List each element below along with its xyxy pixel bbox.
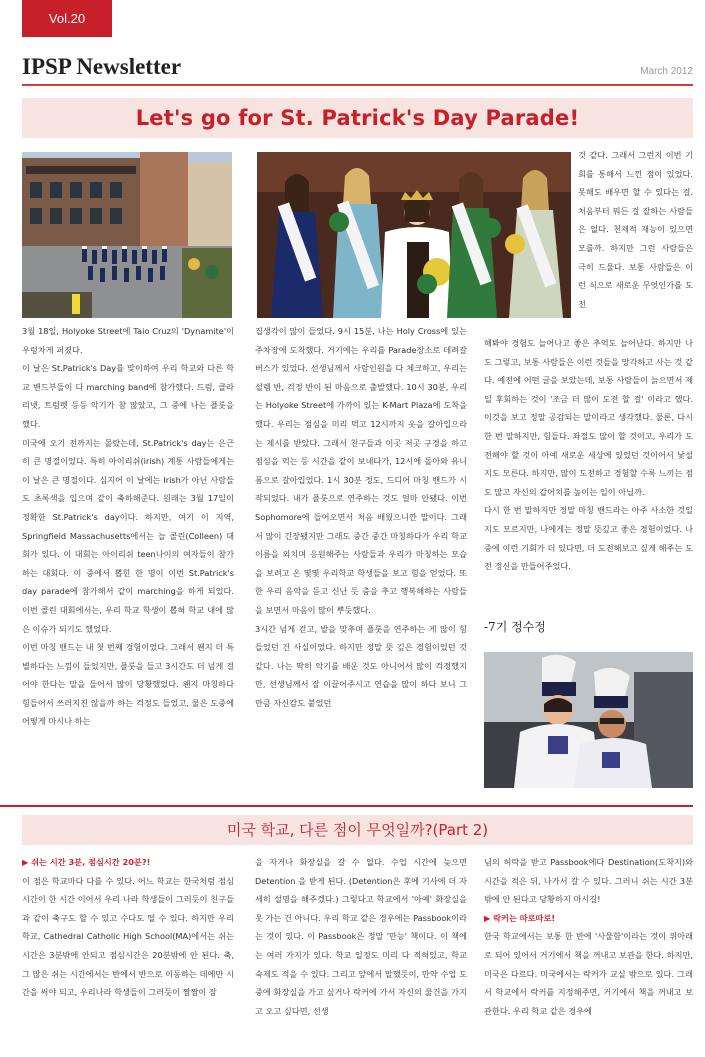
article2-column-1 — [22, 853, 234, 1057]
article2-paragraph: 님의 허락을 받고 Passbook에다 Destination(도착지)와 시간을 적은 뒤, 나가서 갈 수 있다. 그러니 쉬는 시간 3분밖에 안 된다고 당황하지 마시길! — [484, 857, 693, 905]
article1-paragraph: 해봐야 경험도 늘어나고 좋은 추억도 늘어난다. 하지만 나도 그렇고, 보통 사람들은 이런 것들을 망각하고 사는 것 같다. 예전에 어떤 글을 보았는데, 보통 사람들이 늙으면서 제일 후회하는 것이 '조금 더 많이 도전 할 걸' 이라고 했다. 이것을 보고 정말 공감되는 말이라고 생각했다. 물론, 다시 한 번 말하지만, 힘들다. 좌절도 많이 할 것이고, 우리가 도전해야 할 것이 아예 새로운 세상에 있었던 것이어서 낯설지도 모른다. 하지만, 많이 도전하고 경험할 수록 느끼는 점도 많고 자신의 갑어치를 높이는 일이 아닐까. — [484, 338, 693, 497]
article1-paragraph: 집생각이 많이 들었다. 9시 15분, 나는 Holy Cross에 있는 주차장에 도착했다. 거기에는 우리를 Parade장소로 데려갈 버스가 있었다. 선생님께서 사람인원을 다 체크하고, 우리는 설렘 반, 걱정 반이 된 마음으로 출발했다. 10시 30분, 우리는 Holyoke Street에 가까이 있는 K-Mart Plaza에 도착을 했다. 우리는 점심을 미리 먹고 12시까지 옷을 갈아입으라는 제시를 받았다. 그래서 친구들과 이곳 저곳 구경을 하고 점심을 먹는 등 시간을 같이 보내다가, 12시에 돌아와 유니폼으로 갈아입었다. 1시 30분 정도, 드디어 마칭 밴드가 시작되었다. 내가 플룻으로 연주하는 것도 얼마 안됐다. 이번 Sophomore에 들어오면서 처음 배웠으니깐 말이다. 그래서 많이 긴장됐지만 그래도 중간 중간 마칭하다가 우리 학교 이름을 외치며 응원해주는 사람들과 우리가 마칭하는 모습을 보려고 온 몇몇 우리학교 학생들을 보고 힘을 얻었다. 또한 우리 음악을 듣고 신난 듯 춤을 추고 행복해하는 사람들을 보면서 마음이 많이 뿌듯했다. — [255, 326, 467, 615]
issue-date: March 2012 — [640, 66, 693, 77]
band-members-image — [484, 652, 693, 788]
colleen-court-photo — [257, 152, 571, 318]
article1-paragraph: 미국에 오기 전까지는 몰랐는데, St.Patrick's day는 은근히 큰 명절이었다. 특히 아이리쉬(irish) 계통 사람들에게는 이 날은 큰 명절이다. 심지어 이 날에는 Irish가 아닌 사람들도 초록색을 입으며 같이 축하해준다. 원래는 3월 17일이 정확한 St.Patrick's day이다. 하지만, 여기 이 지역, Springfield Massachusetts에서는 늘 콜린(Colleen) 대회가 있다. 이 대회는 아이리쉬 teen나이의 여자들이 참가하는 대회다. 이 중에서 뽑힌 한 명이 이번 St.Patrick's day parade에 참가해서 같이 marching을 하게 되었다. 이번 콜린 대회에서는, 우리 학교 학생이 뽑혀 학교 내에 많은 이슈가 되기도 했었다. — [22, 437, 234, 634]
article2-paragraph: 한국 학교에서는 보통 한 반에 '사물함'이라는 것이 위아래로 되어 있어서 거기에서 책을 꺼내고 보관을 한다. 하지만, 미국은 다르다. 미국에서는 락커가 교실 밖으로 있다. 그래서 학교에서 락커를 지정해주면, 거기에서 책을 꺼내고 보관한다. 우리 학교 같은 경우에 — [484, 931, 693, 1016]
volume-tab: Vol.20 — [22, 0, 112, 37]
header-divider — [22, 84, 693, 86]
parade-street-image — [22, 152, 232, 318]
article1-paragraph: 이번 마칭 밴드는 내 첫 번째 경험이었다. 그래서 왠지 더 특별하다는 느낌이 들었지만, 플룻을 들고 3시간도 더 넘게 걸어야 한다는 말을 들어서 많이 당황했었다. 왠지 마칭하다 힘들어서 쓰러지진 않을까 하는 걱정도 들었고, 물은 도중에 어떻게 마시나 하는 — [22, 642, 234, 727]
article1-paragraph: 3시간 넘게 걷고, 발을 맞추며 플룻을 연주하는 게 많이 힘들었던 건 사실이었다. 하지만 정말 뜻 깊은 경험이었던 것 같다. 나는 딱히 악기를 배운 것도 아니어서 많이 걱정했지만, 선생님께서 잘 이끌어주시고 연습을 많이 하다 보니 그만큼 자신감도 붙었던 — [255, 623, 467, 708]
article1-author-signature: -7기 정수정 — [484, 620, 546, 634]
article1-column-1 — [22, 322, 234, 787]
article1-paragraph: 것 같다. 그래서 그런지 이번 기회를 통해서 느낀 점이 있었다. 못해도 배우면 할 수 있다는 걸. 처음부터 뭐든 걸 잘하는 사람들은 없다. 천재적 재능이 있으면 모를까. 하지만 그런 사람들은 극히 드물다. 보통 사람들은 이런 식으로 새로운 무엇인가를 도전 — [578, 150, 693, 309]
article2-column-2 — [255, 853, 467, 1057]
article2-paragraph: 을 자거나 화장실을 갈 수 없다. 수업 시간에 늦으면 Detention 을 받게 된다. (Detention은 후에 기사에 더 자세히 설명을 해주겠다.) 그렇다고 학교에서 '아예' 화장실을 못 가는 건 아니다. 우리 학교 같은 경우에는 Passbook이라는 것이 있다. 이 Passbook은 정말 '만능' 책이다. 이 책에는 여러 가지가 있다. 학교 일정도 미리 다 적혀있고, 학교 숙제도 적을 수 있다. 그리고 앞에서 말했듯이, 만약 수업 도중에 화장실을 가고 싶거나 락커에 가서 자신의 물건을 가지고 오고 싶다면, 선생 — [255, 857, 467, 1016]
article2-subheading: ▶ 쉬는 시간 3분, 점심시간 20분?! — [22, 857, 151, 867]
article1-paragraph: 3월 18일, Holyoke Street에 Taio Cruz의 'Dynamite'이 우렁차게 퍼졌다. — [22, 326, 234, 355]
article1-paragraph: 이 날은 St.Patrick's Day를 맞이하여 우리 학교와 다른 학교 밴드부들이 다 marching band에 참가했다. 드럼, 클라리넷, 트럼펫 등등 악기가 참 많았고, 그 중에 나는 플룻을 했다. — [22, 363, 234, 429]
parade-street-photo — [22, 152, 232, 318]
colleen-court-image — [257, 152, 571, 318]
article2-column-3 — [484, 853, 693, 1057]
article1-headline: Let's go for St. Patrick's Day Parade! — [22, 98, 693, 138]
article1-column-3-top — [578, 146, 693, 334]
band-members-photo — [484, 652, 693, 788]
newsletter-title: IPSP Newsletter — [22, 54, 182, 79]
article2-headline: 미국 학교, 다른 점이 무엇일까?(Part 2) — [22, 815, 693, 845]
article1-paragraph: 다시 한 번 말하지만 정말 마칭 밴드라는 아주 사소한 것일지도 모르지만, 나에게는 정말 뜻깊고 좋은 경험이었다. 나중에 이런 기회가 더 있다면, 더 도전해보고 싶게 해주는 도전 정신을 만들어주었다. — [484, 505, 693, 572]
section-divider — [0, 805, 693, 807]
article1-column-2 — [255, 322, 467, 787]
article2-subheading: ▶ 락커는 따로따로! — [484, 912, 556, 923]
article1-column-3 — [484, 334, 693, 616]
article2-paragraph: 이 점은 학교마다 다를 수 있다. 어느 학교는 한국처럼 점심시간이 한 시간 이어서 우리 나라 학생들이 그러듯이 친구들과 같이 축구도 할 수 있고 수다도 떨 수 있다. 하지만 우리 학교, Cathedral Catholic High School(MA)에서는 쉬는 시간은 3분밖에 안되고 점심시간은 20분밖에 안 된다. 축, 그 많은 쉬는 시간에서는 반에서 반으로 이동하는 데에만 시간을 써야 되고, 우리나라 학생들이 그러듯이 짬짬이 잠 — [22, 875, 234, 998]
